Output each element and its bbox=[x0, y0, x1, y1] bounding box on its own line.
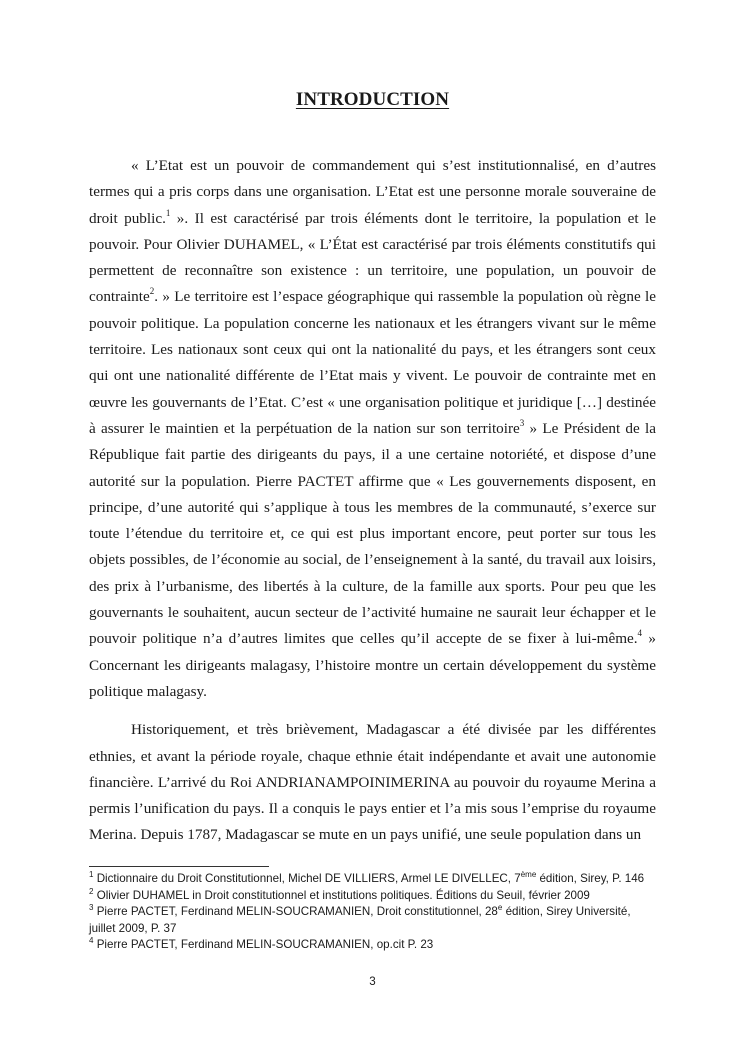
footnote-superscript: ème bbox=[520, 870, 537, 880]
footnote-superscript: e bbox=[497, 903, 503, 913]
paragraph-2: Historiquement, et très brièvement, Madagascar a été divisée par les différentes ethnies, et avant la période royale, chaque ethnie était indépendante et avait une autonomie financière. L’arrivé du Roi ANDRIANAMPOINIMERINA au pouvoir du royaume Merina a permis l’unification du pays. Il a conquis le pays entier et l’a mis sous l’emprise du royaume Merina. Depuis 1787, Madagascar se mute en un pays unifié, une seule population dans un bbox=[89, 721, 656, 844]
paragraph-1-text-e: » Concernant les dirigeants malagasy, l’histoire montre un certain développement du système politique malagasy. bbox=[89, 630, 656, 700]
footnote-number: 4 bbox=[89, 936, 94, 946]
footnote-text: Olivier DUHAMEL in Droit constitutionnel et institutions politiques. Éditions du Seuil, février 2009 bbox=[96, 888, 590, 902]
footnote-3 bbox=[89, 904, 659, 937]
footnotes bbox=[89, 871, 659, 954]
footnote-text-continued: édition, Sirey Université, juillet 2009, P. 37 bbox=[89, 905, 631, 935]
footnote-number: 1 bbox=[89, 870, 94, 880]
paragraph-1-text-b: ». Il est caractérisé par trois éléments dont le territoire, la population et le pouvoir. Pour Olivier DUHAMEL, « L’État est caractérisé par trois éléments constitutifs qui permettent de reconnaître son existence : un territoire, une population, un pouvoir de contrainte bbox=[89, 209, 656, 306]
footnote-number: 3 bbox=[89, 903, 94, 913]
footnote-separator bbox=[89, 866, 269, 867]
footnote-text: Dictionnaire du Droit Constitutionnel, Michel DE VILLIERS, Armel LE DIVELLEC, 7 bbox=[96, 872, 521, 885]
page-title: INTRODUCTION bbox=[295, 89, 450, 110]
footnote-4 bbox=[89, 937, 659, 954]
paragraph-1 bbox=[89, 153, 656, 705]
footnote-ref-1[interactable]: 1 bbox=[165, 207, 171, 218]
footnote-text: Pierre PACTET, Ferdinand MELIN-SOUCRAMANIEN, op.cit P. 23 bbox=[96, 938, 434, 951]
footnote-text-continued: édition, Sirey, P. 146 bbox=[536, 872, 645, 885]
footnote-1 bbox=[89, 871, 659, 888]
page-number: 3 bbox=[369, 975, 376, 988]
paragraph-1-text-d: » Le Président de la République fait partie des dirigeants du pays, il a une certaine notoriété, et dispose d’une autorité sur la population. Pierre PACTET affirme que « Les gouvernements disposent, en principe, d’une autorité qui s’applique à tous les membres de la communauté, s’exerce sur toute l’étendue du territoire et, ce qui est plus important encore, peut porter sur tous les objets possibles, de l’économie au social, de l’enseignement à la santé, du travail aux loisirs, des prix à l’urbanisme, des libertés à la culture, de la famille aux sports. Pour peu que les gouvernants le souhaitent, aucun secteur de l’activité humaine ne saurait leur échapper et le pouvoir politique n’a d’autres limites que celles qu’il accepte de se fixer à lui-même. bbox=[89, 419, 656, 648]
paragraph-1-text-c: . » Le territoire est l’espace géographique qui rassemble la population où règne le pouvoir politique. La population concerne les nationaux et les étrangers vivant sur le même territoire. Les nationaux sont ceux qui ont la nationalité du pays, et les étrangers sont ceux qui ont une nationalité différente de l’Etat mais y vivent. Le pouvoir de contrainte met en œuvre les gouvernants de l’Etat. C’est « une organisation politique et juridique […] destinée à assurer le maintien et la perpétuation de la nation sur son territoire bbox=[89, 288, 656, 437]
footnote-text: Pierre PACTET, Ferdinand MELIN-SOUCRAMANIEN, Droit constitutionnel, 28 bbox=[96, 905, 498, 918]
footnote-number: 2 bbox=[89, 886, 94, 896]
footnote-ref-4[interactable]: 4 bbox=[637, 628, 643, 639]
paragraph-1-text-a: « L’Etat est un pouvoir de commandement qui s’est institutionnalisé, en d’autres termes qui a pris corps dans une organisation. L’Etat est une personne morale souveraine de droit public. bbox=[89, 157, 656, 227]
footnote-ref-2[interactable]: 2 bbox=[149, 286, 155, 297]
footnote-ref-3[interactable]: 3 bbox=[519, 417, 525, 428]
footnote-2 bbox=[89, 888, 659, 905]
